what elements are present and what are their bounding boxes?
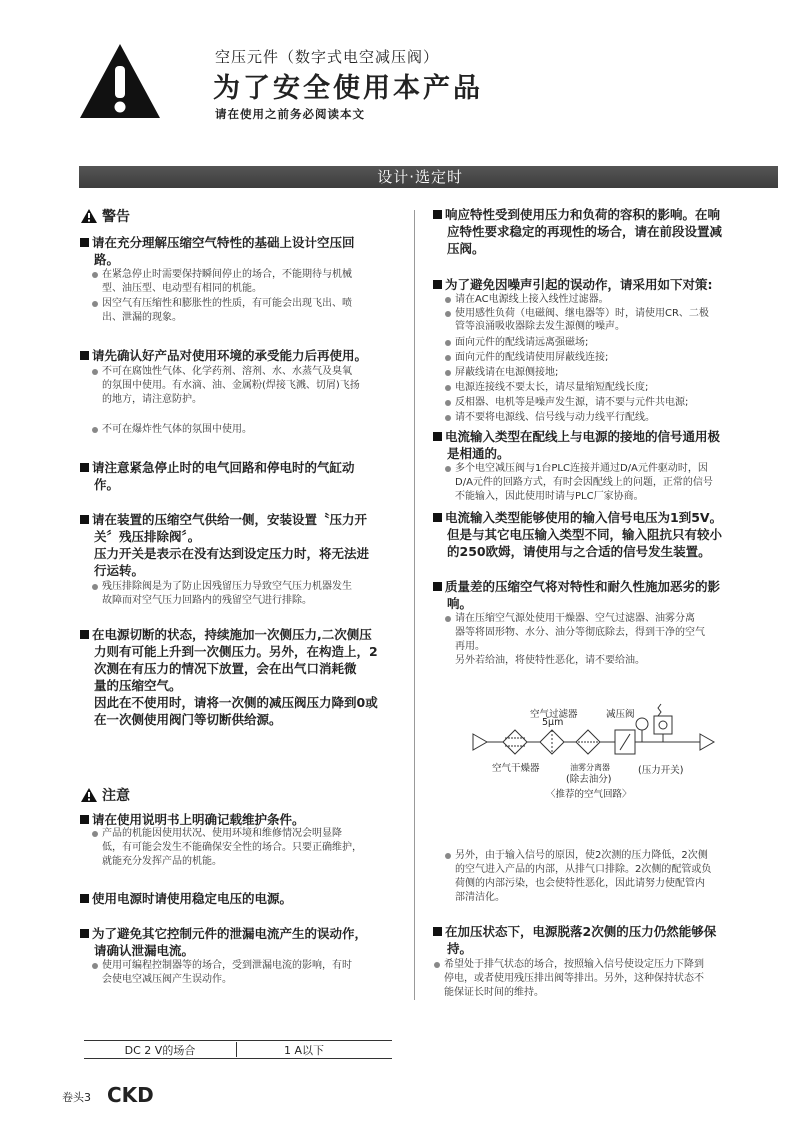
- warning-item-cont: 因此在不使用时，请将一次侧的减压阀压力降到0或: [94, 695, 378, 710]
- square-bullet-icon: [80, 238, 89, 247]
- bullet-icon: [92, 369, 98, 375]
- warning-item-cont: 力则有可能上升到一次侧压力。另外，在构造上，2: [94, 644, 378, 659]
- table-cell: DC 2 V的场合: [84, 1042, 237, 1057]
- bullet-icon: [445, 355, 451, 361]
- list-item: 使用可编程控制器等的场合，受到泄漏电流的影响，有时 会使电空减压阀产生误动作。: [91, 959, 352, 987]
- list-item: 在紧急停止时需要保持瞬间停止的场合，不能期待与机械 型、油压型、电动型有相同的机能。: [91, 268, 352, 296]
- square-bullet-icon: [433, 582, 442, 591]
- page-number: 卷头3: [62, 1091, 91, 1104]
- circuit-schematic: [470, 700, 720, 800]
- warning-item-cont: 应特性要求稳定的再现性的场合，请在前段设置减: [447, 224, 723, 239]
- warning-item: 电流输入类型在配线上与电源的接地的信号通用极: [433, 428, 720, 445]
- mist-label: 油雾分离器: [570, 763, 610, 772]
- bullet-icon: [445, 297, 451, 303]
- bullet-icon: [445, 340, 451, 346]
- brand-logo: CKD: [107, 1083, 154, 1107]
- square-bullet-icon: [80, 929, 89, 938]
- list-item: 多个电空减压阀与1台PLC连接并通过D/A元件驱动时，因 D/A元件的回路方式，有时会因配线上的问题，正常的信号 不能输入，因此使用时请与PLC厂家协商。: [444, 462, 713, 504]
- bullet-icon: [445, 466, 451, 472]
- caution-heading: [80, 785, 130, 805]
- page-title: 为了安全使用本产品: [213, 73, 483, 104]
- caution-icon: [80, 787, 98, 803]
- bullet-icon: [445, 370, 451, 376]
- list-item: 请不要将电源线、信号线与动力线平行配线。: [444, 411, 655, 424]
- square-bullet-icon: [80, 351, 89, 360]
- list-item: 残压排除阀是为了防止因残留压力导致空气压力机器发生 故障而对空气压力回路内的残留空气进行排除。: [91, 580, 352, 608]
- bullet-icon: [92, 427, 98, 433]
- square-bullet-icon: [80, 630, 89, 639]
- warning-item: 为了避免因噪声引起的误动作，请采用如下对策:: [433, 276, 713, 293]
- list-item: 因空气有压缩性和膨胀性的性质，有可能会出现飞出、喷 出、泄漏的现象。: [91, 297, 352, 325]
- list-item: 另外，由于输入信号的原因，使2次测的压力降低，2次侧 的空气进入产品的内部，从排气口排除。2次侧的配管或负 荷侧的内部污染，也会使特性恶化，因此请努力使配管内 部清洁化。: [444, 849, 711, 905]
- dryer-label: 空气干燥器: [492, 763, 540, 774]
- list-item: 面向元件的配线请使用屏蔽线连接;: [444, 351, 608, 364]
- warning-item-cont: 的250欧姆，请使用与之合适的信号发生装置。: [447, 544, 711, 559]
- table-cell: 1 A以下: [284, 1044, 325, 1057]
- square-bullet-icon: [433, 280, 442, 289]
- warning-item: 响应特性受到使用压力和负荷的容积的影响。在响: [433, 206, 720, 223]
- bullet-icon: [92, 963, 98, 969]
- warning-icon: [80, 208, 98, 224]
- list-item: 希望处于排气状态的场合，按照输入信号使设定压力下降到 停电，或者使用残压排出阀等排出。另外，这种保持状态不 能保证长时间的维持。: [433, 958, 704, 1000]
- warning-item-cont: 关〞残压排除阀〞。: [94, 529, 201, 544]
- warning-title: 警告: [102, 209, 130, 225]
- mist-sub-label: (除去油分): [566, 774, 612, 785]
- bullet-icon: [92, 584, 98, 590]
- square-bullet-icon: [433, 927, 442, 936]
- warning-item: 电流输入类型能够使用的输入信号电压为1到5V。: [433, 509, 722, 526]
- list-item: 不可在腐蚀性气体、化学药剂、溶剂、水、水蒸气及臭氧 的氛围中使用。有水滴、油、金属粉(焊接飞溅、切屑)飞扬 的地方，请注意防护。: [91, 365, 360, 407]
- warning-item: 请在装置的压缩空气供给一侧，安装设置〝压力开: [80, 511, 367, 528]
- square-bullet-icon: [80, 515, 89, 524]
- filter-size-label: 5μm: [542, 717, 564, 728]
- diagram-caption: 〈推荐的空气回路〉: [546, 789, 632, 800]
- header-subtitle: 空压元件（数字式电空减压阀）: [215, 48, 440, 66]
- list-item: 屏蔽线请在电源侧接地;: [444, 366, 558, 379]
- caution-title: 注意: [102, 788, 130, 804]
- regulator-label: 减压阀: [606, 709, 635, 720]
- bullet-icon: [445, 853, 451, 859]
- warning-item-cont: 压力开关是表示在没有达到设定压力时，将无法进: [94, 546, 370, 561]
- warning-item: 在加压状态下，电源脱落2次侧的压力仍然能够保: [433, 923, 716, 940]
- list-item: 不可在爆炸性气体的氛围中使用。: [91, 423, 252, 437]
- square-bullet-icon: [433, 513, 442, 522]
- warning-item: 质量差的压缩空气将对特性和耐久性施加恶劣的影: [433, 578, 720, 595]
- bullet-icon: [445, 385, 451, 391]
- list-item: 面向元件的配线请远离强磁场;: [444, 336, 588, 349]
- list-item: 反相器、电机等是噪声发生源，请不要与元件共电源;: [444, 396, 688, 409]
- warning-item-cont: 是相通的。: [447, 446, 510, 461]
- list-item: 电源连接线不要太长，请尽量缩短配线长度;: [444, 381, 648, 394]
- warning-item-cont: 响。: [447, 596, 473, 611]
- warning-triangle-icon: [78, 42, 162, 120]
- list-item: 请在压缩空气源处使用干燥器、空气过滤器、油雾分离 器等将固形物、水分、油分等彻底除去，得到干净的空气 再用。 另外若给油，将使特性恶化，请不要给油。: [444, 612, 705, 668]
- header-note: 请在使用之前务必阅读本文: [215, 107, 365, 121]
- warning-item-cont: 次测在有压力的情况下放置，会在出气口消耗微: [94, 661, 357, 676]
- warning-item: 在电源切断的状态，持续施加一次侧压力,二次侧压: [80, 626, 372, 643]
- warning-item-cont: 压阀。: [447, 241, 485, 256]
- bullet-icon: [92, 301, 98, 307]
- column-divider: [414, 210, 415, 1000]
- bullet-icon: [92, 831, 98, 837]
- warning-item-cont: 持。: [447, 941, 473, 956]
- square-bullet-icon: [433, 432, 442, 441]
- warning-item: 请注意紧急停止时的电气回路和停电时的气缸动: [80, 459, 355, 476]
- warning-item-cont: 行运转。: [94, 563, 145, 578]
- bullet-icon: [445, 311, 451, 317]
- caution-item: 为了避免其它控制元件的泄漏电流产生的误动作，: [80, 925, 367, 942]
- square-bullet-icon: [80, 894, 89, 903]
- warning-item-cont: 路。: [94, 252, 120, 267]
- list-item: 产品的机能因使用状况、使用环境和维修情况会明显降 低，有可能会发生不能确保安全性的场合。只要正确维护， 就能充分发挥产品的机能。: [91, 827, 362, 869]
- air-circuit-diagram: [470, 700, 720, 800]
- caution-item: 使用电源时请使用稳定电压的电源。: [80, 890, 292, 907]
- warning-item-cont: 量的压缩空气。: [94, 678, 182, 693]
- warning-item: 请在充分理解压缩空气特性的基础上设计空压回: [80, 234, 355, 251]
- square-bullet-icon: [80, 815, 89, 824]
- warning-item-cont: 在一次侧使用阀门等切断供给源。: [94, 712, 282, 727]
- bullet-icon: [445, 400, 451, 406]
- caution-item: 请在使用说明书上明确记载维护条件。: [80, 811, 305, 828]
- warning-heading: [80, 206, 130, 226]
- warning-item-cont: 作。: [94, 477, 120, 492]
- leakage-table: [84, 1040, 392, 1059]
- bullet-icon: [445, 415, 451, 421]
- switch-label: (压力开关): [638, 765, 684, 776]
- section-banner: 设计·选定时: [79, 166, 778, 188]
- list-item: 请在AC电源线上接入线性过滤器。: [444, 293, 609, 306]
- square-bullet-icon: [433, 210, 442, 219]
- bullet-icon: [92, 272, 98, 278]
- bullet-icon: [434, 962, 440, 968]
- filter-label: 空气过滤器: [530, 709, 578, 720]
- caution-item-cont: 请确认泄漏电流。: [94, 943, 195, 958]
- warning-item: 请先确认好产品对使用环境的承受能力后再使用。: [80, 347, 367, 364]
- square-bullet-icon: [80, 463, 89, 472]
- bullet-icon: [445, 616, 451, 622]
- list-item: 使用感性负荷（电磁阀、继电器等）时，请使用CR、二极 管等浪涌吸收器除去发生源侧的噪声。: [444, 307, 709, 333]
- warning-item-cont: 但是与其它电压输入类型不同，输入阻抗只有较小: [447, 527, 723, 542]
